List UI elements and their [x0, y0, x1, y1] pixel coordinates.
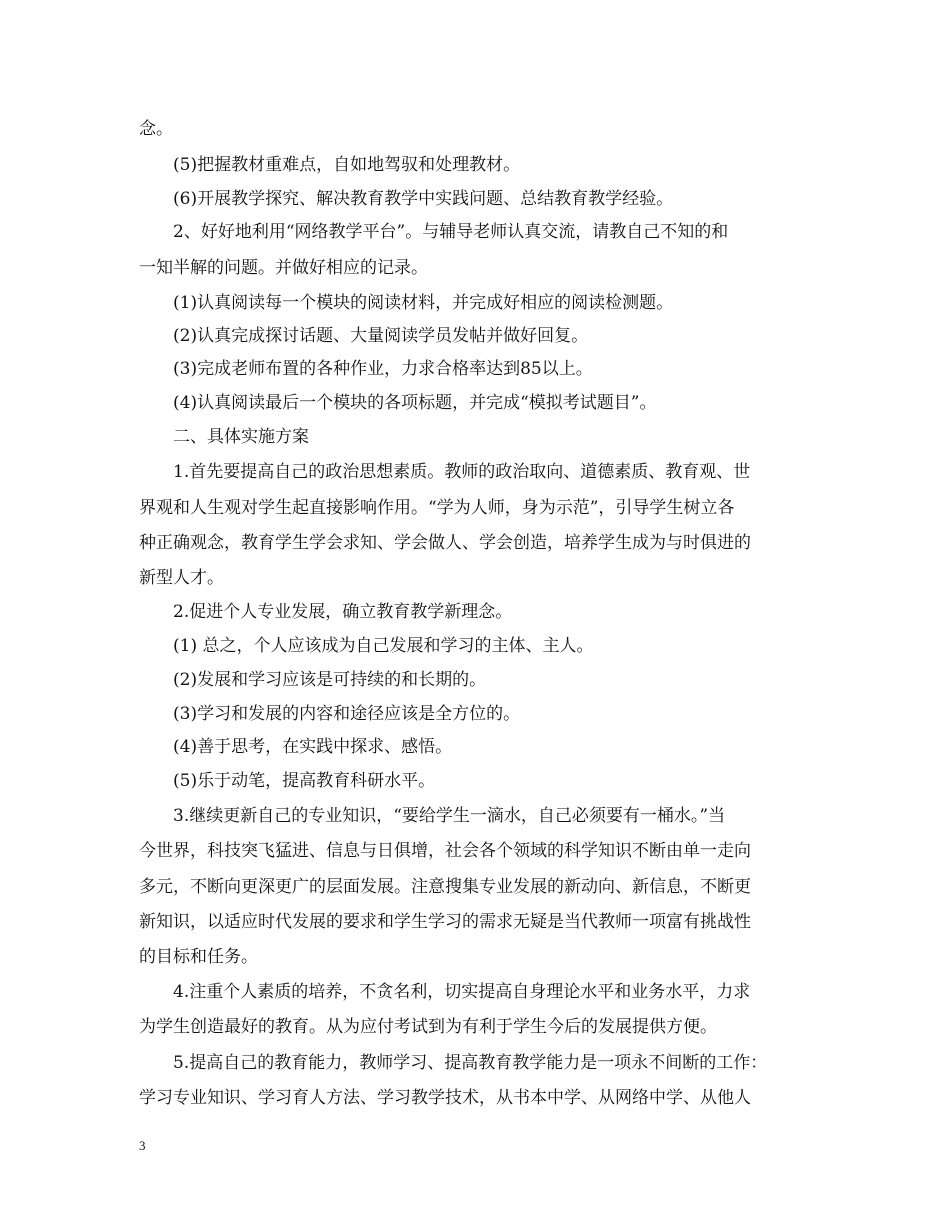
text-line: 1.首先要提高自己的政治思想素质。教师的政治取向、道德素质、教育观、世 [173, 462, 751, 482]
text-line: (4)认真阅读最后一个模块的各项标题，并完成“模拟考试题目”。 [173, 393, 657, 413]
text-line: 4.注重个人素质的培养，不贪名利，切实提高自身理论水平和业务水平，力求 [173, 982, 751, 1002]
text-line: 的目标和任务。 [139, 947, 258, 967]
text-line: 今世界，科技突飞猛进、信息与日俱增，社会各个领域的科学知识不断由单一走向 [139, 841, 751, 861]
text-line: (5)把握教材重难点，自如地驾驭和处理教材。 [173, 155, 521, 175]
text-line: 种正确观念，教育学生学会求知、学会做人、学会创造，培养学生成为与时俱进的 [139, 533, 751, 553]
text-line: (2)发展和学习应该是可持续的和长期的。 [173, 670, 487, 690]
text-line: (6)开展教学探究、解决教育教学中实践问题、总结教育教学经验。 [173, 189, 674, 209]
text-line: 新知识，以适应时代发展的要求和学生学习的需求无疑是当代教师一项富有挑战性 [139, 912, 751, 932]
page-number: 3 [139, 1138, 146, 1153]
text-line: 2.促进个人专业发展，确立教育教学新理念。 [173, 602, 513, 622]
text-line: (4)善于思考，在实践中探求、感悟。 [173, 737, 453, 757]
text-line: 一知半解的问题。并做好相应的记录。 [139, 258, 428, 278]
text-line: (3)学习和发展的内容和途径应该是全方位的。 [173, 704, 521, 724]
text-line: (2)认真完成探讨话题、大量阅读学员发帖并做好回复。 [173, 326, 589, 346]
text-line: 3.继续更新自己的专业知识，“要给学生一滴水，自己必须要有一桶水。”当 [173, 806, 726, 826]
text-line: 念。 [139, 119, 173, 139]
text-line: 新型人才。 [139, 568, 224, 588]
text-line: 2、好好地利用“网络教学平台”。与辅导老师认真交流，请教自己不知的和 [173, 222, 729, 242]
text-line: (5)乐于动笔，提高教育科研水平。 [173, 771, 436, 791]
text-line: 学习专业知识、学习育人方法、学习教学技术，从书本中学、从网络中学、从他人 [139, 1088, 751, 1108]
text-line: 5.提高自己的教育能力，教师学习、提高教育教学能力是一项永不间断的工作： [173, 1053, 768, 1073]
text-line: 多元，不断向更深更广的层面发展。注意搜集专业发展的新动向、新信息，不断更 [139, 877, 751, 897]
text-line: (1) 总之，个人应该成为自己发展和学习的主体、主人。 [173, 636, 594, 656]
text-line: (3)完成老师布置的各种作业，力求合格率达到85以上。 [173, 359, 593, 379]
text-line: 界观和人生观对学生起直接影响作用。“学为人师，身为示范”，引导学生树立各 [139, 498, 735, 518]
section-heading: 二、具体实施方案 [173, 427, 309, 447]
text-line: (1)认真阅读每一个模块的阅读材料，并完成好相应的阅读检测题。 [173, 293, 674, 313]
text-line: 为学生创造最好的教育。从为应付考试到为有利于学生今后的发展提供方便。 [139, 1017, 717, 1037]
